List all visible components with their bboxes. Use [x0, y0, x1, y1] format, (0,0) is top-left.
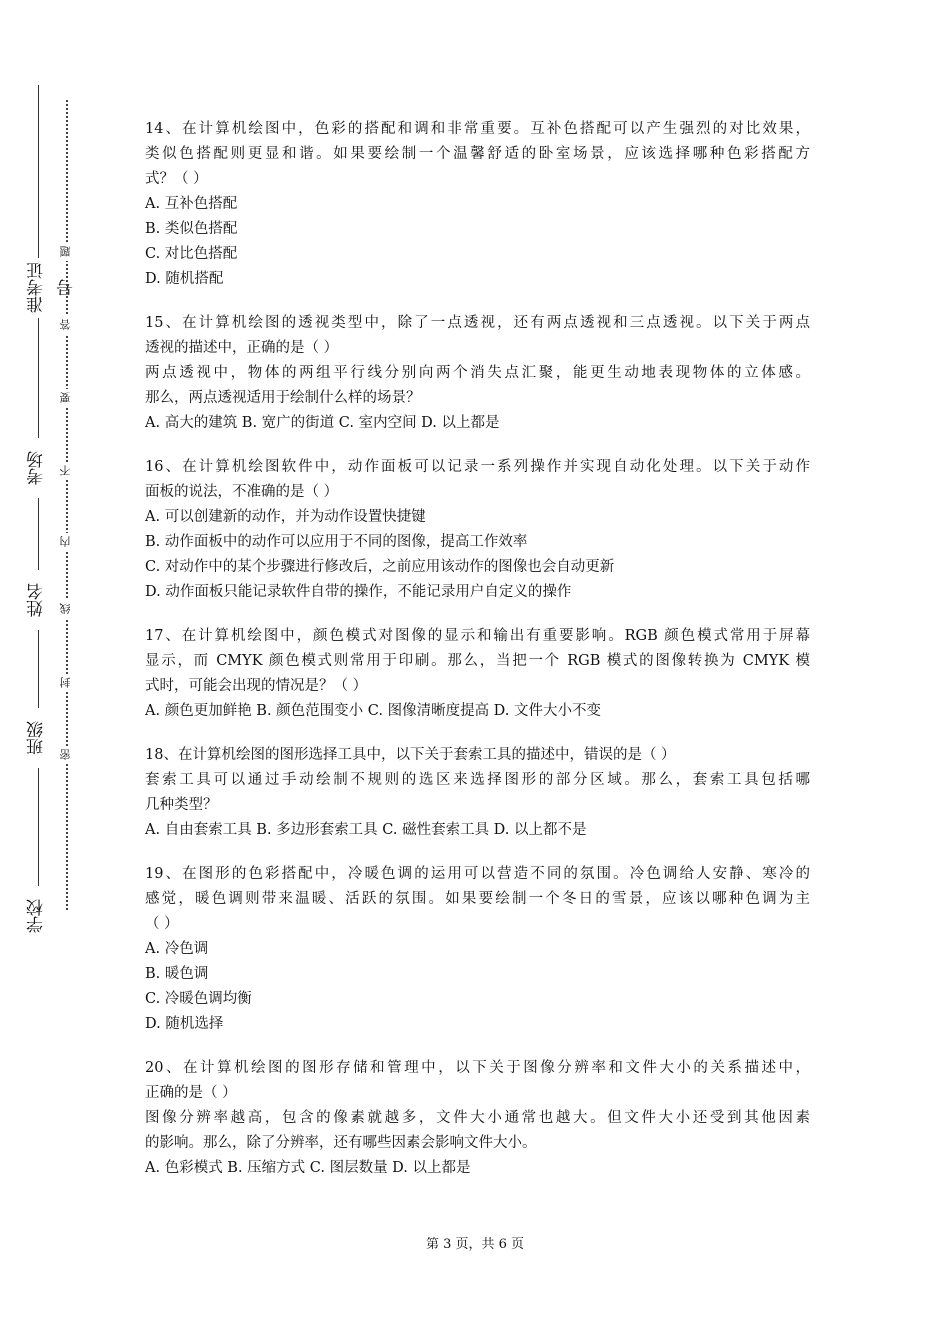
page-number: 第 3 页，共 6 页 [425, 1237, 525, 1252]
question-text: 套索工具可以通过手动绘制不规则的选区来选择图形的部分区域。那么，套索工具包括哪 [145, 772, 810, 788]
exam-number-label: 准考证号 [22, 258, 52, 318]
seal-char: 要 [58, 389, 74, 407]
question-18 [145, 743, 810, 843]
option-d: D. 随机选择 [145, 1016, 224, 1032]
seal-char: 封 [58, 674, 74, 692]
question-text: 类似色搭配则更显和谐。如果要绘制一个温馨舒适的卧室场景，应该选择哪种色彩搭配方 [145, 146, 810, 162]
name-label: 姓名 [22, 570, 52, 630]
question-text: 20、在计算机绘图的图形存储和管理中，以下关于图像分辨率和文件大小的关系描述中， [145, 1060, 810, 1076]
question-text: 图像分辨率越高，包含的像素就越多，文件大小通常也越大。但文件大小还受到其他因素 [145, 1110, 810, 1126]
school-label: 学校 [22, 886, 52, 946]
seal-dotted-line [66, 100, 68, 910]
question-text: 透视的描述中，正确的是（ ） [145, 340, 339, 356]
option-a: A. 冷色调 [145, 941, 209, 957]
seal-char: 密 [58, 746, 74, 764]
exam-room-label: 考场 [22, 438, 52, 498]
options-row: A. 色彩模式 B. 压缩方式 C. 图层数量 D. 以上都是 [145, 1160, 471, 1176]
question-text: 面板的说法，不准确的是（ ） [145, 484, 339, 500]
seal-char: 线 [58, 600, 74, 618]
binding-margin [0, 0, 110, 1344]
question-15 [145, 311, 810, 436]
question-text: 式？（ ） [145, 171, 208, 187]
options-row: A. 自由套索工具 B. 多边形套索工具 C. 磁性套索工具 D. 以上都不是 [145, 822, 587, 838]
question-list [145, 117, 810, 1200]
class-label: 班级 [22, 708, 52, 768]
option-a: A. 可以创建新的动作，并为动作设置快捷键 [145, 509, 426, 525]
question-text: 的影响。那么，除了分辨率，还有哪些因素会影响文件大小。 [145, 1135, 537, 1151]
option-b: B. 动作面板中的动作可以应用于不同的图像，提高工作效率 [145, 534, 528, 550]
option-c: C. 对比色搭配 [145, 246, 238, 262]
seal-char: 答 [58, 316, 74, 334]
question-text: 16、在计算机绘图软件中，动作面板可以记录一系列操作并实现自动化处理。以下关于动作 [145, 459, 810, 475]
binding-solid-line [38, 85, 39, 925]
option-b: B. 类似色搭配 [145, 221, 238, 237]
question-text: 正确的是（ ） [145, 1085, 237, 1101]
question-17 [145, 624, 810, 724]
option-b: B. 暖色调 [145, 966, 209, 982]
question-text: 那么，两点透视适用于绘制什么样的场景？ [145, 390, 421, 406]
seal-char: 不 [58, 462, 74, 480]
seal-char: 题 [58, 243, 74, 261]
question-text: 17、在计算机绘图中，颜色模式对图像的显示和输出有重要影响。RGB 颜色模式常用于屏幕 [145, 628, 810, 644]
question-text: 15、在计算机绘图的透视类型中，除了一点透视，还有两点透视和三点透视。以下关于两点 [145, 315, 810, 331]
seal-char: 内 [58, 533, 74, 551]
question-text: （ ） [145, 916, 179, 932]
option-a: A. 互补色搭配 [145, 196, 238, 212]
question-text: 几种类型？ [145, 797, 218, 813]
option-c: C. 对动作中的某个步骤进行修改后，之前应用该动作的图像也会自动更新 [145, 559, 615, 575]
option-c: C. 冷暖色调均衡 [145, 991, 252, 1007]
question-text: 14、在计算机绘图中，色彩的搭配和调和非常重要。互补色搭配可以产生强烈的对比效果， [145, 121, 810, 137]
question-text: 两点透视中，物体的两组平行线分别向两个消失点汇聚，能更生动地表现物体的立体感。 [145, 365, 810, 381]
question-text: 18、在计算机绘图的图形选择工具中，以下关于套索工具的描述中，错误的是（ ） [145, 747, 676, 763]
question-text: 19、在图形的色彩搭配中，冷暖色调的运用可以营造不同的氛围。冷色调给人安静、寒冷的 [145, 866, 810, 882]
question-20 [145, 1056, 810, 1181]
question-text: 显示，而 CMYK 颜色模式则常用于印刷。那么，当把一个 RGB 模式的图像转换为 CMYK 模 [145, 653, 810, 669]
question-14 [145, 117, 810, 292]
options-row: A. 高大的建筑 B. 宽广的街道 C. 室内空间 D. 以上都是 [145, 415, 500, 431]
question-16 [145, 455, 810, 605]
option-d: D. 动作面板只能记录软件自带的操作，不能记录用户自定义的操作 [145, 584, 572, 600]
question-text: 式时，可能会出现的情况是？（ ） [145, 678, 368, 694]
question-text: 感觉，暖色调则带来温暖、活跃的氛围。如果要绘制一个冬日的雪景，应该以哪种色调为主 [145, 891, 810, 907]
question-19 [145, 862, 810, 1037]
option-d: D. 随机搭配 [145, 271, 224, 287]
options-row: A. 颜色更加鲜艳 B. 颜色范围变小 C. 图像清晰度提高 D. 文件大小不变 [145, 703, 602, 719]
